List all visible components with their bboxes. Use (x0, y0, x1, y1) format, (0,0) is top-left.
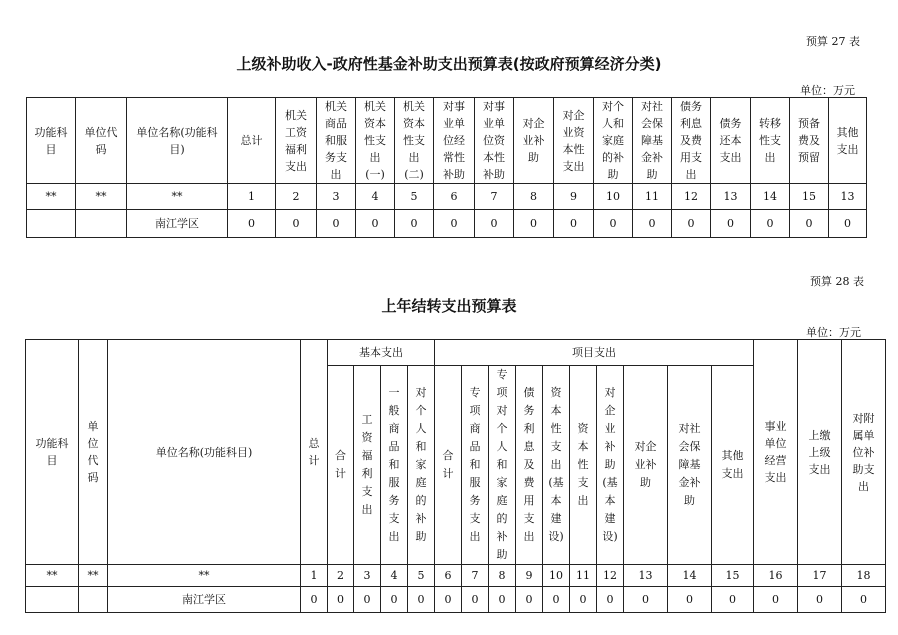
table-row (26, 587, 886, 613)
index-cell: ** (76, 184, 127, 210)
index-cell: 8 (489, 565, 516, 587)
table-cell: 0 (790, 210, 829, 238)
table-cell: 0 (543, 587, 570, 613)
index-cell: 16 (754, 565, 798, 587)
index-cell: 17 (798, 565, 842, 587)
table-cell: 南江学区 (108, 587, 301, 613)
table-cell: 0 (594, 210, 633, 238)
table-cell (79, 587, 108, 613)
sub-header: 债 务 利 息 及 费 用 支 出 (516, 366, 543, 565)
col-header: 机关 工资 福利 支出 (276, 98, 317, 184)
index-cell: 14 (668, 565, 712, 587)
index-cell: 13 (829, 184, 867, 210)
table-cell: 0 (633, 210, 672, 238)
sub-header: 对社 会保 障基 金补 助 (668, 366, 712, 565)
table-cell: 0 (328, 587, 354, 613)
index-cell: ** (26, 565, 79, 587)
sub-header: 资 本 性 支 出 (基 本 建 设) (543, 366, 570, 565)
table-tag: 预算 27 表 (806, 35, 860, 48)
group-header-project: 项目支出 (435, 340, 754, 366)
col-header: 上缴 上级 支出 (798, 340, 842, 565)
col-header: 总 计 (301, 340, 328, 565)
table-cell: 0 (668, 587, 712, 613)
col-header: 对企 业补 助 (514, 98, 554, 184)
table-cell: 0 (514, 210, 554, 238)
table-cell: 0 (570, 587, 597, 613)
index-cell: 10 (594, 184, 633, 210)
table-cell: 0 (829, 210, 867, 238)
sub-header: 资 本 性 支 出 (570, 366, 597, 565)
index-cell: 3 (354, 565, 381, 587)
index-cell: 6 (435, 565, 462, 587)
sub-header: 专 项 商 品 和 服 务 支 出 (462, 366, 489, 565)
header-row (27, 98, 867, 184)
col-header: 对事 业单 位资 本性 补助 (475, 98, 514, 184)
unit-label: 单位：万元 (800, 84, 855, 97)
sub-header: 合 计 (435, 366, 462, 565)
table-cell: 0 (408, 587, 435, 613)
table-cell (27, 210, 76, 238)
table-cell: 0 (317, 210, 356, 238)
sub-header: 合 计 (328, 366, 354, 565)
table-cell: 0 (276, 210, 317, 238)
index-cell: 18 (842, 565, 886, 587)
index-cell: 6 (434, 184, 475, 210)
index-cell: ** (108, 565, 301, 587)
col-header: 债务 还本 支出 (711, 98, 751, 184)
table-cell: 0 (356, 210, 395, 238)
table-row (27, 210, 867, 238)
index-cell: 5 (408, 565, 435, 587)
index-row (27, 184, 867, 210)
page-title: 上年结转支出预算表 (381, 297, 517, 315)
table-cell: 0 (435, 587, 462, 613)
table-cell: 0 (475, 210, 514, 238)
index-cell: 9 (516, 565, 543, 587)
table-cell: 0 (354, 587, 381, 613)
index-cell: 8 (514, 184, 554, 210)
table-cell: 南江学区 (127, 210, 228, 238)
table-cell: 0 (711, 210, 751, 238)
table-cell: 0 (434, 210, 475, 238)
index-cell: ** (27, 184, 76, 210)
index-cell: 15 (790, 184, 829, 210)
index-cell: 9 (554, 184, 594, 210)
index-cell: 15 (712, 565, 754, 587)
group-header-basic: 基本支出 (328, 340, 435, 366)
index-cell: 2 (328, 565, 354, 587)
sub-header: 工 资 福 利 支 出 (354, 366, 381, 565)
table-cell: 0 (798, 587, 842, 613)
index-cell: 11 (570, 565, 597, 587)
sub-header: 一 般 商 品 和 服 务 支 出 (381, 366, 408, 565)
sub-header: 对 企 业 补 助 (基 本 建 设) (597, 366, 624, 565)
unit-label: 单位：万元 (806, 326, 861, 339)
col-header: 机关 资本 性支 出 (一) (356, 98, 395, 184)
col-header: 单位代 码 (76, 98, 127, 184)
index-cell: 13 (711, 184, 751, 210)
col-header: 转移 性支 出 (751, 98, 790, 184)
table-tag: 预算 28 表 (810, 275, 864, 288)
col-header: 单位名称(功能科目) (108, 340, 301, 565)
index-cell: 4 (356, 184, 395, 210)
index-cell: 5 (395, 184, 434, 210)
col-header: 功能科 目 (26, 340, 79, 565)
col-header: 对附 属单 位补 助支 出 (842, 340, 886, 565)
col-header: 对个 人和 家庭 的补 助 (594, 98, 633, 184)
index-cell: 12 (597, 565, 624, 587)
table-cell: 0 (516, 587, 543, 613)
index-cell: 7 (462, 565, 489, 587)
table-cell: 0 (672, 210, 711, 238)
index-cell: 4 (381, 565, 408, 587)
sub-header: 专 项 对 个 人 和 家 庭 的 补 助 (489, 366, 516, 565)
col-header: 机关 资本 性支 出 (二) (395, 98, 434, 184)
col-header: 总计 (228, 98, 276, 184)
sub-header: 对企 业补 助 (624, 366, 668, 565)
table-cell: 0 (842, 587, 886, 613)
index-cell: 10 (543, 565, 570, 587)
col-header: 对企 业资 本性 支出 (554, 98, 594, 184)
index-cell: 13 (624, 565, 668, 587)
index-cell: 3 (317, 184, 356, 210)
index-cell: 12 (672, 184, 711, 210)
page-title: 上级补助收入-政府性基金补助支出预算表(按政府预算经济分类) (236, 55, 662, 73)
table-cell (76, 210, 127, 238)
sub-header: 其他 支出 (712, 366, 754, 565)
index-row (26, 565, 886, 587)
budget-table-27 (26, 97, 867, 238)
index-cell: 11 (633, 184, 672, 210)
table-cell: 0 (489, 587, 516, 613)
col-header: 事业 单位 经营 支出 (754, 340, 798, 565)
table-cell: 0 (751, 210, 790, 238)
index-cell: 2 (276, 184, 317, 210)
index-cell: ** (127, 184, 228, 210)
index-cell: 7 (475, 184, 514, 210)
col-header: 对事 业单 位经 常性 补助 (434, 98, 475, 184)
table-cell: 0 (554, 210, 594, 238)
table-cell: 0 (624, 587, 668, 613)
index-cell: 1 (228, 184, 276, 210)
col-header: 功能科 目 (27, 98, 76, 184)
index-cell: 14 (751, 184, 790, 210)
index-cell: 1 (301, 565, 328, 587)
table-cell: 0 (754, 587, 798, 613)
table-cell: 0 (597, 587, 624, 613)
sub-header: 对 个 人 和 家 庭 的 补 助 (408, 366, 435, 565)
table-cell: 0 (228, 210, 276, 238)
index-cell: ** (79, 565, 108, 587)
col-header: 预备 费及 预留 (790, 98, 829, 184)
col-header: 机关 商品 和服 务支 出 (317, 98, 356, 184)
budget-table-28 (25, 339, 886, 613)
table-cell: 0 (301, 587, 328, 613)
col-header: 单位名称(功能科 目) (127, 98, 228, 184)
col-header: 单 位 代 码 (79, 340, 108, 565)
col-header: 其他 支出 (829, 98, 867, 184)
table-cell: 0 (395, 210, 434, 238)
table-cell: 0 (462, 587, 489, 613)
table-cell: 0 (381, 587, 408, 613)
col-header: 债务 利息 及费 用支 出 (672, 98, 711, 184)
table-cell: 0 (712, 587, 754, 613)
col-header: 对社 会保 障基 金补 助 (633, 98, 672, 184)
table-cell (26, 587, 79, 613)
